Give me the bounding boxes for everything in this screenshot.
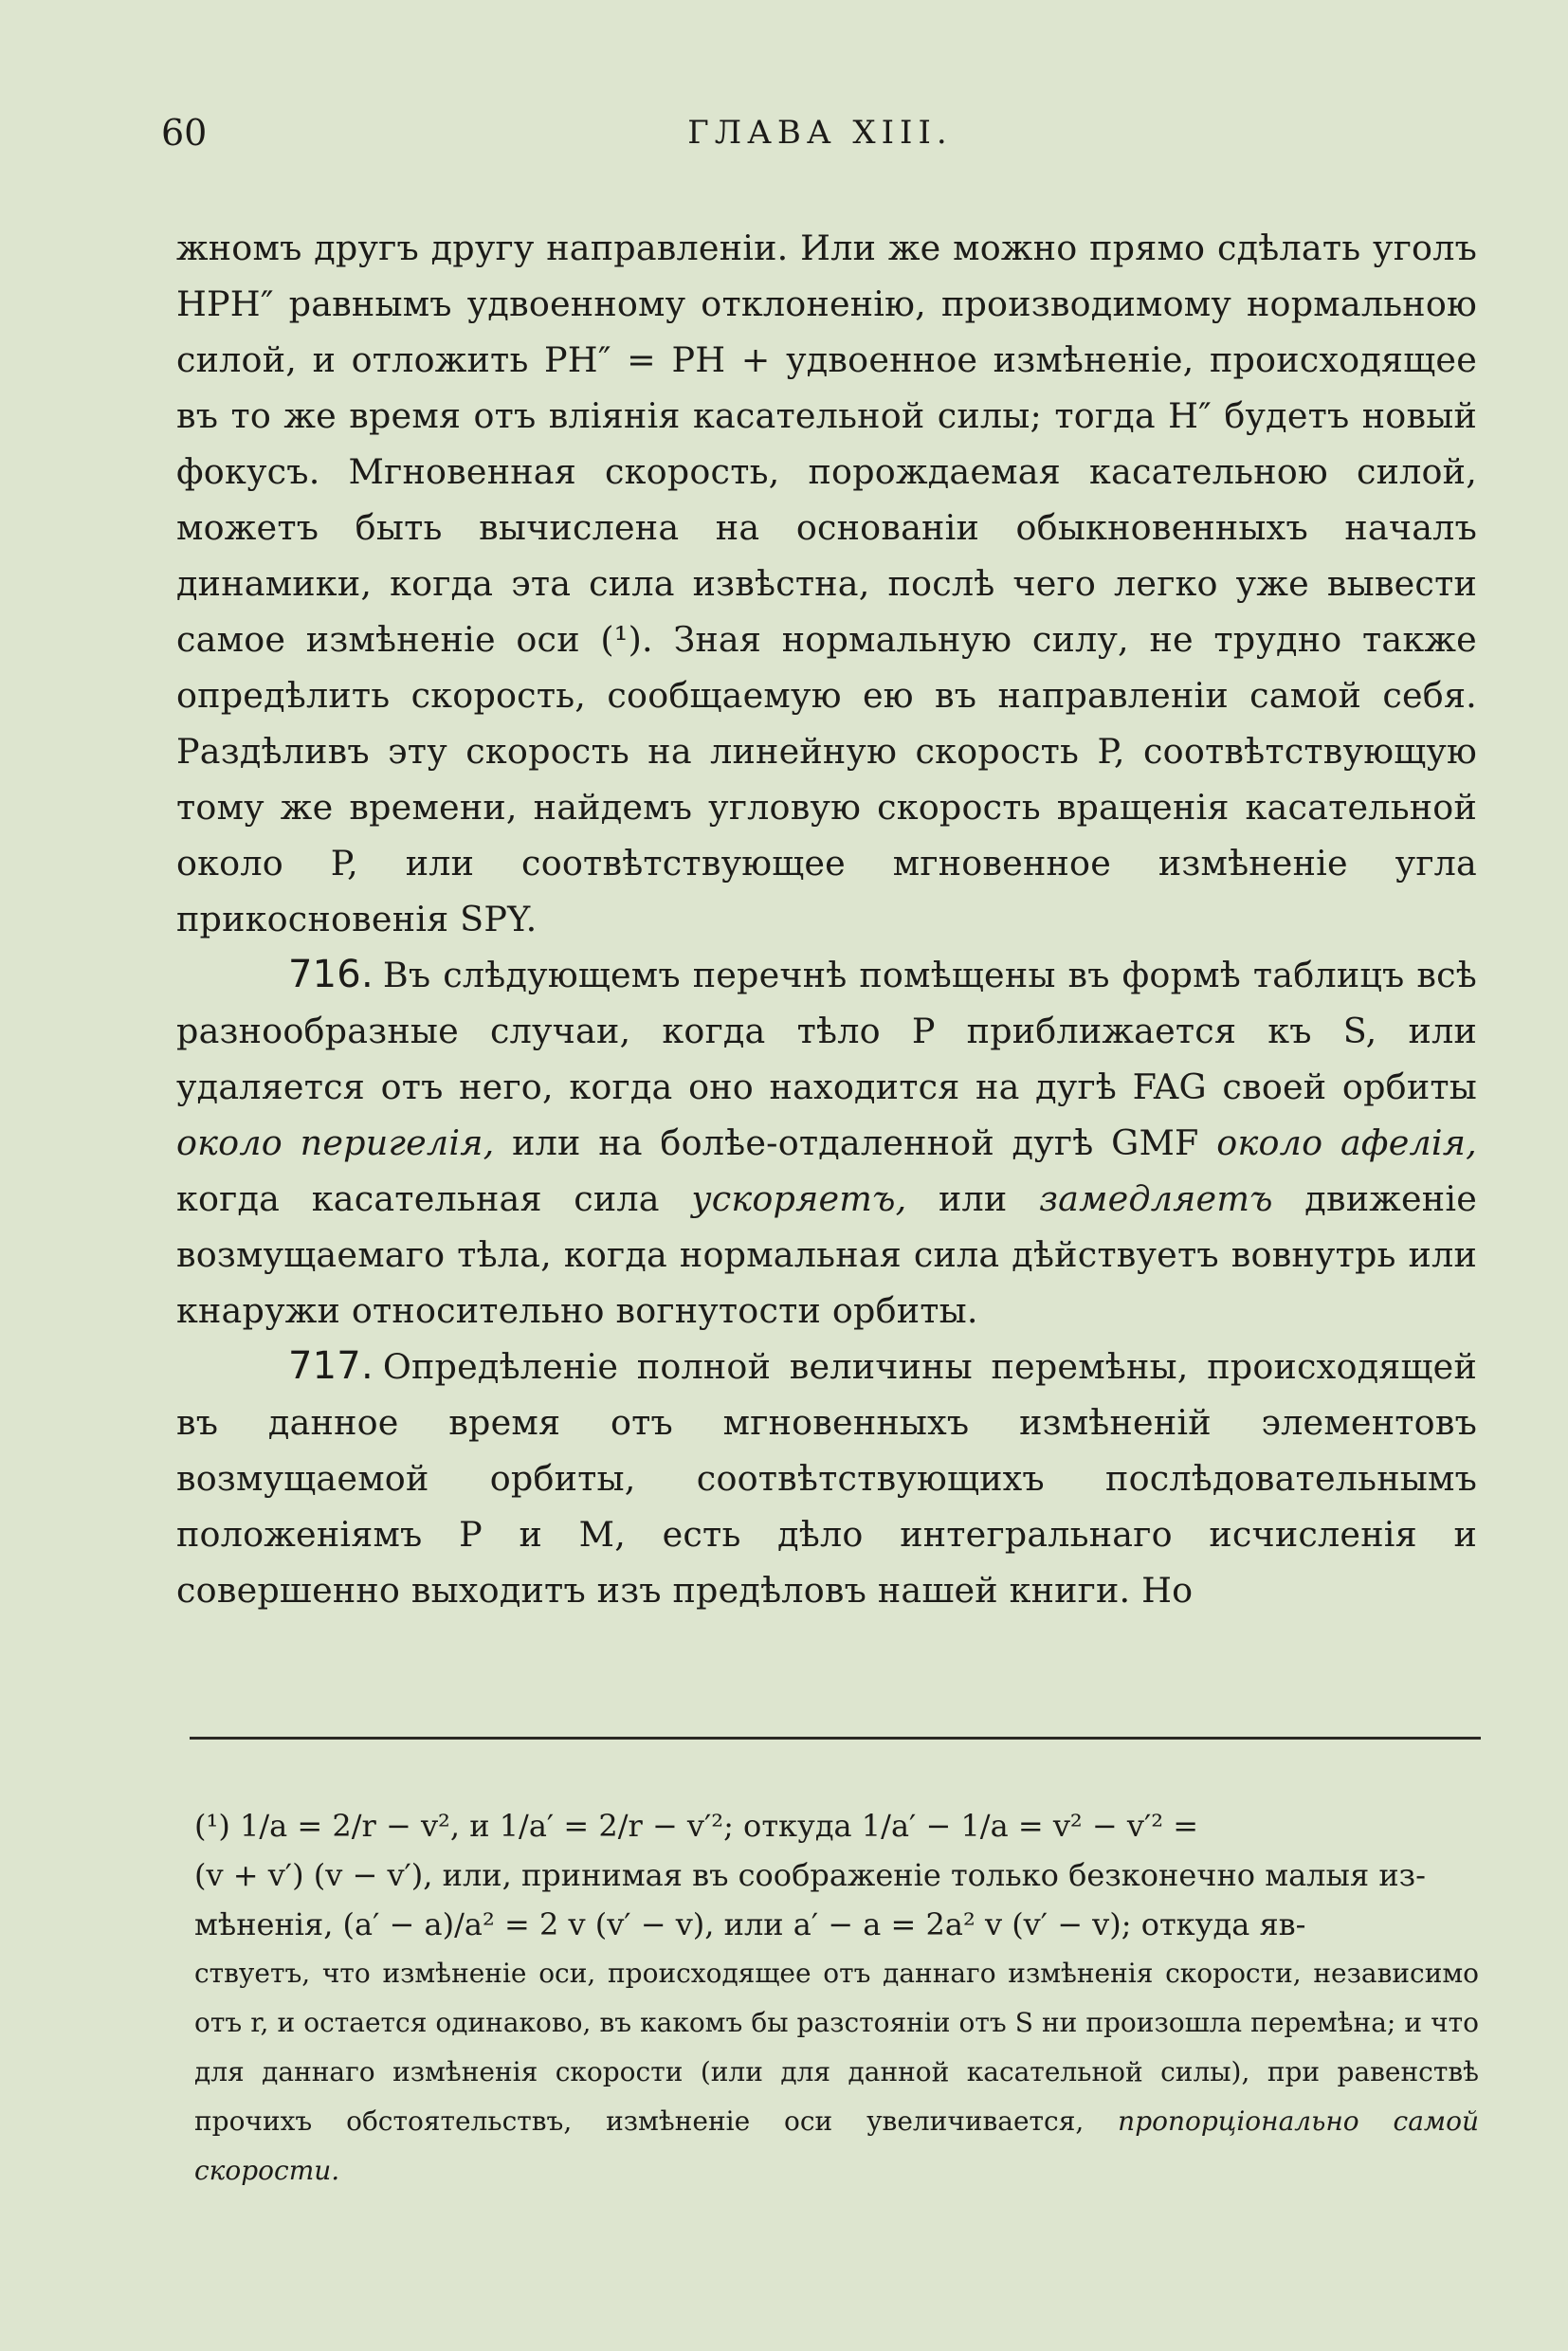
footnote-text-body: ствуетъ, что измѣненіе оси, происходящее отъ даннаго измѣненія скорости, независимо отъ r, и остается одинаково, въ какомъ бы разстояніи отъ S ни произошла перемѣна; и что для даннаго измѣненія скорости (или для данной касательной силы), при равенствѣ прочихъ обстоятельствъ, измѣненіе оси увеличивается,: [194, 1958, 1479, 2137]
paragraph-number-716: 716.: [288, 953, 374, 996]
paragraph-717: [176, 1339, 1477, 1618]
italic-decelerates: замедляетъ: [1039, 1178, 1273, 1219]
page-number: 60: [161, 112, 208, 154]
body-text: [176, 220, 1477, 1618]
footnote-rule: [190, 1737, 1481, 1740]
footnote: [194, 1801, 1479, 2196]
italic-near-aphelion: около афелія,: [1216, 1122, 1477, 1163]
paragraph-716: [176, 947, 1477, 1339]
paragraph-716-text-5: движеніе возмущаемаго тѣла, когда нормальная сила дѣйствуетъ вовнутрь или кнаружи относительно вогнутости орбиты.: [176, 1178, 1478, 1331]
paragraph-717-text: Опредѣленіе полной величины перемѣны, происходящей въ данное время отъ мгновенныхъ измѣненій элементовъ возмущаемой орбиты, соотвѣтствующихъ послѣдовательнымъ положеніямъ P и M, есть дѣло интегральнаго исчисленія и совершенно выходитъ изъ предѣловъ нашей книги. Но: [176, 1346, 1477, 1611]
paragraph-716-text-1: Въ слѣдующемъ перечнѣ помѣщены въ формѣ таблицъ всѣ разнообразные случаи, когда тѣло P приближается къ S, или удаляется отъ него, когда оно находится на дугѣ FAG своей орбиты: [176, 955, 1477, 1107]
paragraph-716-text-2: или на болѣе-отдаленной дугѣ GMF: [512, 1122, 1199, 1163]
italic-accelerates: ускоряетъ,: [691, 1178, 907, 1219]
paragraph-continuation: жномъ другъ другу направленіи. Или же можно прямо сдѣлать уголъ HPH″ равнымъ удвоенному отклоненію, производимому нормальною силой, и отложить PH″ = PH + удвоенное измѣненіе, происходящее въ то же время отъ вліянія касательной силы; тогда H″ будетъ новый фокусъ. Мгновенная скорость, порождаемая касательною силой, можетъ быть вычислена на основаніи обыкновенныхъ началъ динамики, когда эта сила извѣстна, послѣ чего легко уже вывести самое измѣненіе оси (¹). Зная нормальную силу, не трудно также опредѣлить скорость, сообщаемую ею въ направленіи самой себя. Раздѣливъ эту скорость на линейную скорость P, соотвѣтствующую тому же времени, найдемъ угловую скорость вращенія касательной около P, или соотвѣтствующее мгновенное измѣненіе угла прикосновенія SPY.: [176, 228, 1477, 939]
footnote-formula-line-1: (¹) 1/a = 2/r − v², и 1/a′ = 2/r − v′²; откуда 1/a′ − 1/a = v² − v′² =: [194, 1808, 1199, 1844]
paragraph-716-text-4: или: [939, 1178, 1008, 1219]
paragraph-716-text-3: когда касательная сила: [176, 1178, 660, 1219]
footnote-formula-line-2: (v + v′) (v − v′), или, принимая въ соображеніе только безконечно малыя из-: [194, 1857, 1426, 1893]
italic-near-perihelion: около перигелія,: [176, 1122, 495, 1163]
footnote-formula-line-3: мѣненія, (a′ − a)/a² = 2 v (v′ − v), или a′ − a = 2a² v (v′ − v); откуда яв-: [194, 1906, 1306, 1942]
footnote-text: [194, 1949, 1479, 2196]
running-head: ГЛАВА XIII.: [687, 114, 953, 152]
paragraph-number-717: 717.: [288, 1344, 374, 1388]
page-header: [161, 112, 1479, 169]
footnote-italic-end: пропорціонально самой скорости.: [194, 2105, 1479, 2186]
